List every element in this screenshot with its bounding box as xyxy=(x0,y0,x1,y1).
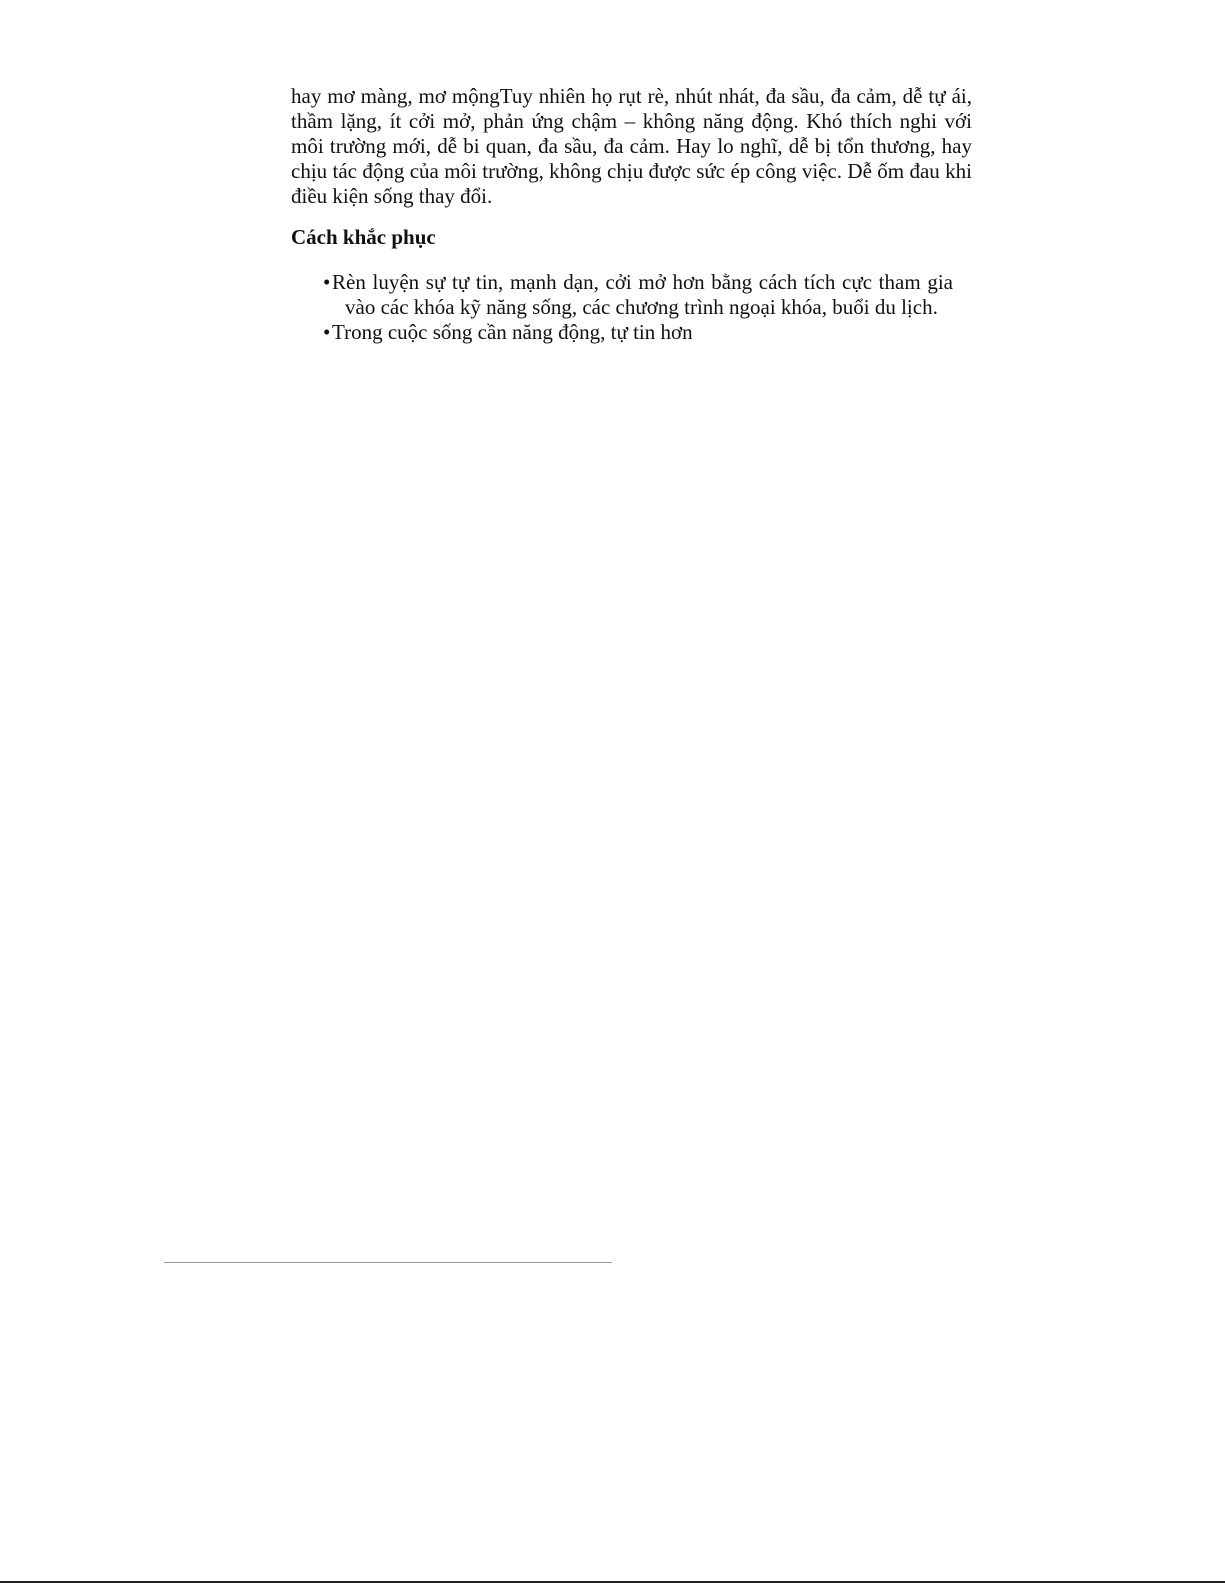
bullet-icon: • xyxy=(323,320,331,344)
bullet-icon: • xyxy=(323,270,331,294)
list-item xyxy=(315,320,953,345)
list-item-text: Trong cuộc sống cần năng động, tự tin hơn xyxy=(332,320,693,344)
list-item xyxy=(315,270,953,320)
footnote-separator xyxy=(164,1262,612,1263)
list-item-text: Rèn luyện sự tự tin, mạnh dạn, cởi mở hơn bằng cách tích cực tham gia vào các khóa kỹ năng sống, các chương trình ngoại khóa, buổi du lịch. xyxy=(332,270,953,319)
bullet-list xyxy=(315,270,953,345)
body-paragraph: hay mơ màng, mơ mộngTuy nhiên họ rụt rè, nhút nhát, đa sầu, đa cảm, dễ tự ái, thầm lặng, ít cởi mở, phản ứng chậm – không năng động. Khó thích nghi với môi trường mới, dễ bi quan, đa sầu, đa cảm. Hay lo nghĩ, dễ bị tổn thương, hay chịu tác động của môi trường, không chịu được sức ép công việc. Dễ ốm đau khi điều kiện sống thay đổi. xyxy=(291,84,972,208)
page-bottom-border xyxy=(0,1581,1225,1583)
section-heading: Cách khắc phục xyxy=(291,225,436,249)
